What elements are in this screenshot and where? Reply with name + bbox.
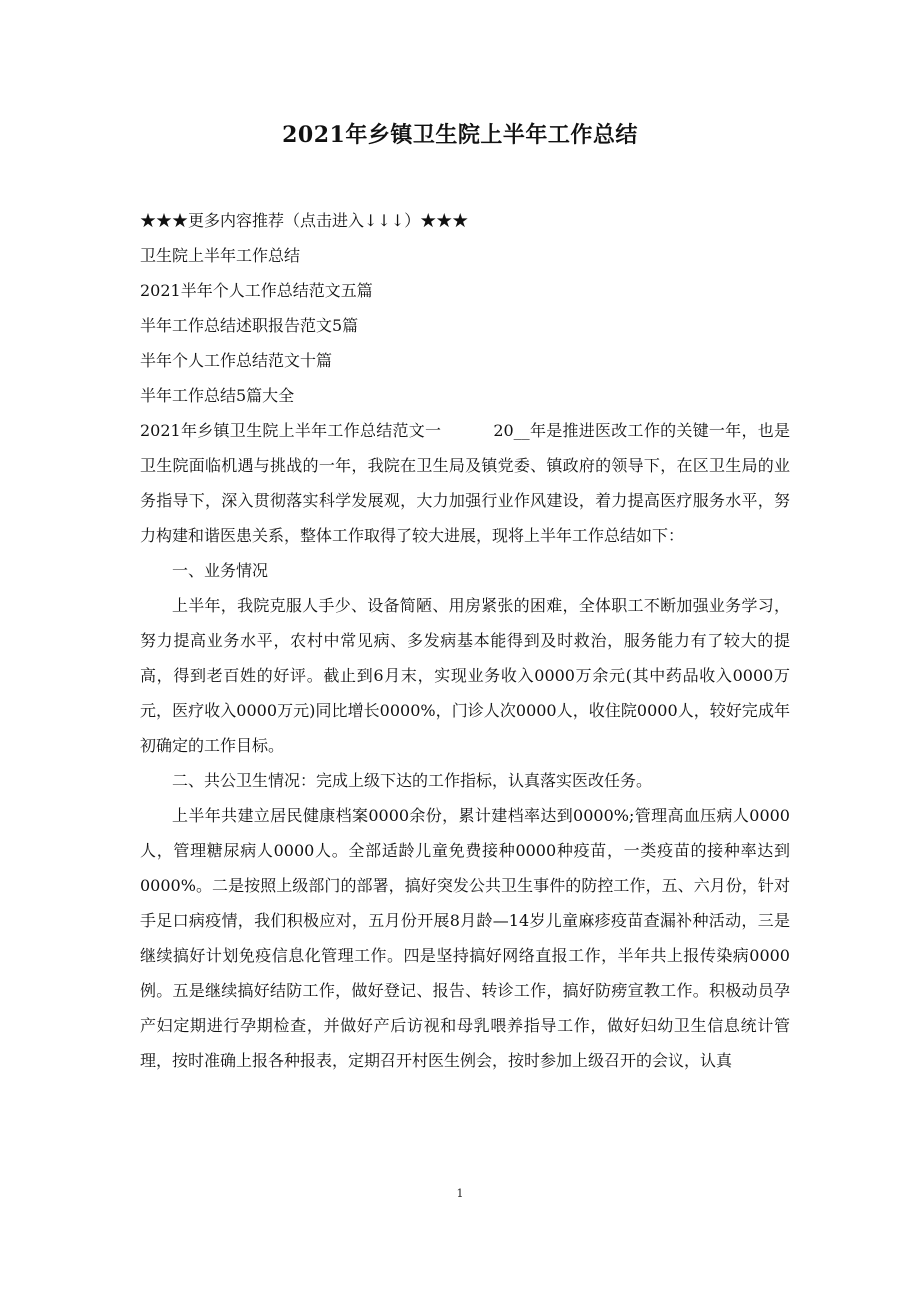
recommend-header: ★★★更多内容推荐（点击进入↓↓↓）★★★ xyxy=(140,211,469,230)
section-heading: 一、业务情况 xyxy=(172,561,269,580)
section-heading: 二、共公卫生情况：完成上级下达的工作指标，认真落实医改任务。 xyxy=(172,771,653,790)
recommend-link[interactable]: 半年工作总结述职报告范文5篇 xyxy=(140,316,359,335)
recommend-link[interactable]: 半年工作总结5篇大全 xyxy=(140,386,295,405)
document-title: 2021年乡镇卫生院上半年工作总结 xyxy=(282,122,638,148)
intro-paragraph xyxy=(140,413,790,553)
recommend-link[interactable]: 卫生院上半年工作总结 xyxy=(140,246,301,265)
recommend-link[interactable]: 半年个人工作总结范文十篇 xyxy=(140,351,333,370)
intro-lead: 2021年乡镇卫生院上半年工作总结范文一 xyxy=(140,421,442,440)
recommend-link[interactable]: 2021半年个人工作总结范文五篇 xyxy=(140,281,373,300)
section-paragraph: 上半年共建立居民健康档案0000余份，累计建档率达到0000%;管理高血压病人0000人，管理糖尿病人0000人。全部适龄儿童免费接种0000种疫苗，一类疫苗的接种率达到0000%。二是按照上级部门的部署，搞好突发公共卫生事件的防控工作，五、六月份，针对手足口病疫情，我们积极应对，五月份开展8月龄—14岁儿童麻疹疫苗查漏补种活动，三是继续搞好计划免疫信息化管理工作。四是坚持搞好网络直报工作，半年共上报传染病0000例。五是继续搞好结防工作，做好登记、报告、转诊工作，搞好防痨宣教工作。积极动员孕产妇定期进行孕期检查，并做好产后访视和母乳喂养指导工作，做好妇幼卫生信息统计管理，按时准确上报各种报表，定期召开村医生例会，按时参加上级召开的会议，认真 xyxy=(140,806,790,1070)
document-body xyxy=(140,203,790,1078)
section-paragraph: 上半年，我院克服人手少、设备简陋、用房紧张的困难，全体职工不断加强业务学习，努力提高业务水平，农村中常见病、多发病基本能得到及时救治，服务能力有了较大的提高，得到老百姓的好评。截止到6月末，实现业务收入0000万余元(其中药品收入0000万元，医疗收入0000万元)同比增长0000%，门诊人次0000人，收住院0000人，较好完成年初确定的工作目标。 xyxy=(140,596,790,755)
intro-text: 20__年是推进医改工作的关键一年，也是卫生院面临机遇与挑战的一年，我院在卫生局及镇党委、镇政府的领导下，在区卫生局的业务指导下，深入贯彻落实科学发展观，大力加强行业作风建设，着力提高医疗服务水平，努力构建和谐医患关系，整体工作取得了较大进展，现将上半年工作总结如下： xyxy=(140,421,790,545)
page-number: 1 xyxy=(456,1187,464,1200)
